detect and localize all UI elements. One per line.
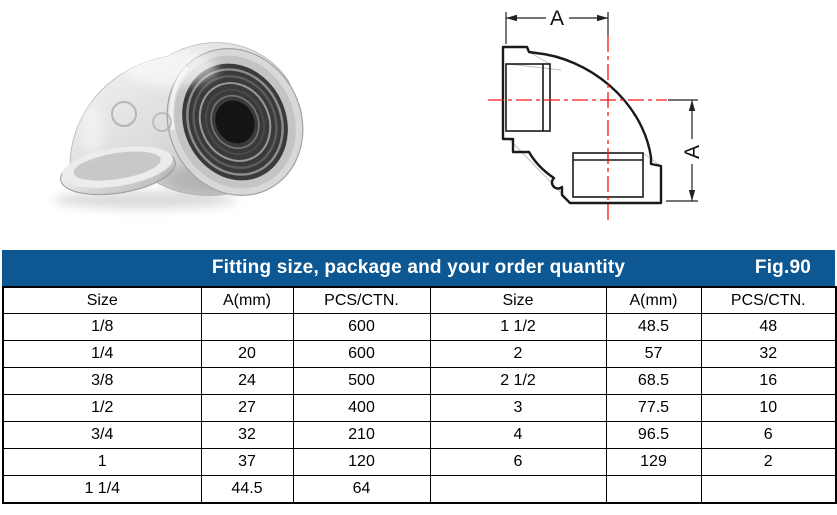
table-cell: 57 xyxy=(606,341,701,368)
elbow-photo-illustration xyxy=(53,26,320,219)
table-row xyxy=(3,314,836,341)
table-cell xyxy=(701,476,836,504)
table-cell: 32 xyxy=(201,422,293,449)
dimension-label-top: A xyxy=(549,7,565,30)
table-cell: 3/8 xyxy=(3,368,201,395)
table-row xyxy=(3,368,836,395)
table-cell: 6 xyxy=(430,449,606,476)
spec-table-section xyxy=(2,250,835,504)
figure-number: Fig.90 xyxy=(754,257,811,278)
column-header: PCS/CTN. xyxy=(701,287,836,314)
column-header: Size xyxy=(430,287,606,314)
column-header-row xyxy=(3,287,836,314)
table-row xyxy=(3,476,836,504)
table-cell: 24 xyxy=(201,368,293,395)
table-title-bar xyxy=(2,250,835,286)
table-cell: 120 xyxy=(293,449,430,476)
spec-table xyxy=(2,286,837,504)
table-body xyxy=(3,314,836,504)
table-row xyxy=(3,422,836,449)
table-row xyxy=(3,395,836,422)
table-cell: 16 xyxy=(701,368,836,395)
table-cell xyxy=(606,476,701,504)
table-cell: 10 xyxy=(701,395,836,422)
table-cell: 129 xyxy=(606,449,701,476)
table-cell: 48.5 xyxy=(606,314,701,341)
table-cell: 6 xyxy=(701,422,836,449)
table-cell xyxy=(201,314,293,341)
table-cell: 1/2 xyxy=(3,395,201,422)
column-header: A(mm) xyxy=(606,287,701,314)
table-title: Fitting size, package and your order quantity xyxy=(211,257,626,278)
hatch-lines xyxy=(508,52,661,202)
table-cell: 600 xyxy=(293,314,430,341)
column-header: A(mm) xyxy=(201,287,293,314)
table-cell: 37 xyxy=(201,449,293,476)
table-cell: 2 1/2 xyxy=(430,368,606,395)
table-cell: 210 xyxy=(293,422,430,449)
column-header: PCS/CTN. xyxy=(293,287,430,314)
dimension-label-right: A xyxy=(681,144,704,160)
table-cell: 96.5 xyxy=(606,422,701,449)
technical-drawing xyxy=(430,0,730,244)
table-cell: 500 xyxy=(293,368,430,395)
table-cell: 2 xyxy=(430,341,606,368)
table-row xyxy=(3,449,836,476)
table-cell: 3/4 xyxy=(3,422,201,449)
table-cell: 20 xyxy=(201,341,293,368)
product-photo xyxy=(20,10,320,240)
table-cell: 1 1/2 xyxy=(430,314,606,341)
table-cell: 400 xyxy=(293,395,430,422)
table-cell: 4 xyxy=(430,422,606,449)
column-header: Size xyxy=(3,287,201,314)
thread-bores xyxy=(506,64,643,197)
dimension-arrows xyxy=(506,15,695,201)
table-cell: 77.5 xyxy=(606,395,701,422)
dimension-lines xyxy=(506,12,698,201)
table-cell: 600 xyxy=(293,341,430,368)
table-cell: 44.5 xyxy=(201,476,293,504)
table-cell: 32 xyxy=(701,341,836,368)
elbow-outline xyxy=(503,47,661,203)
table-cell: 1 xyxy=(3,449,201,476)
table-cell: 27 xyxy=(201,395,293,422)
table-row xyxy=(3,341,836,368)
table-cell: 48 xyxy=(701,314,836,341)
table-cell: 1/8 xyxy=(3,314,201,341)
table-cell: 68.5 xyxy=(606,368,701,395)
table-cell: 2 xyxy=(701,449,836,476)
table-cell: 64 xyxy=(293,476,430,504)
table-cell: 1/4 xyxy=(3,341,201,368)
table-cell xyxy=(430,476,606,504)
table-cell: 1 1/4 xyxy=(3,476,201,504)
table-cell: 3 xyxy=(430,395,606,422)
